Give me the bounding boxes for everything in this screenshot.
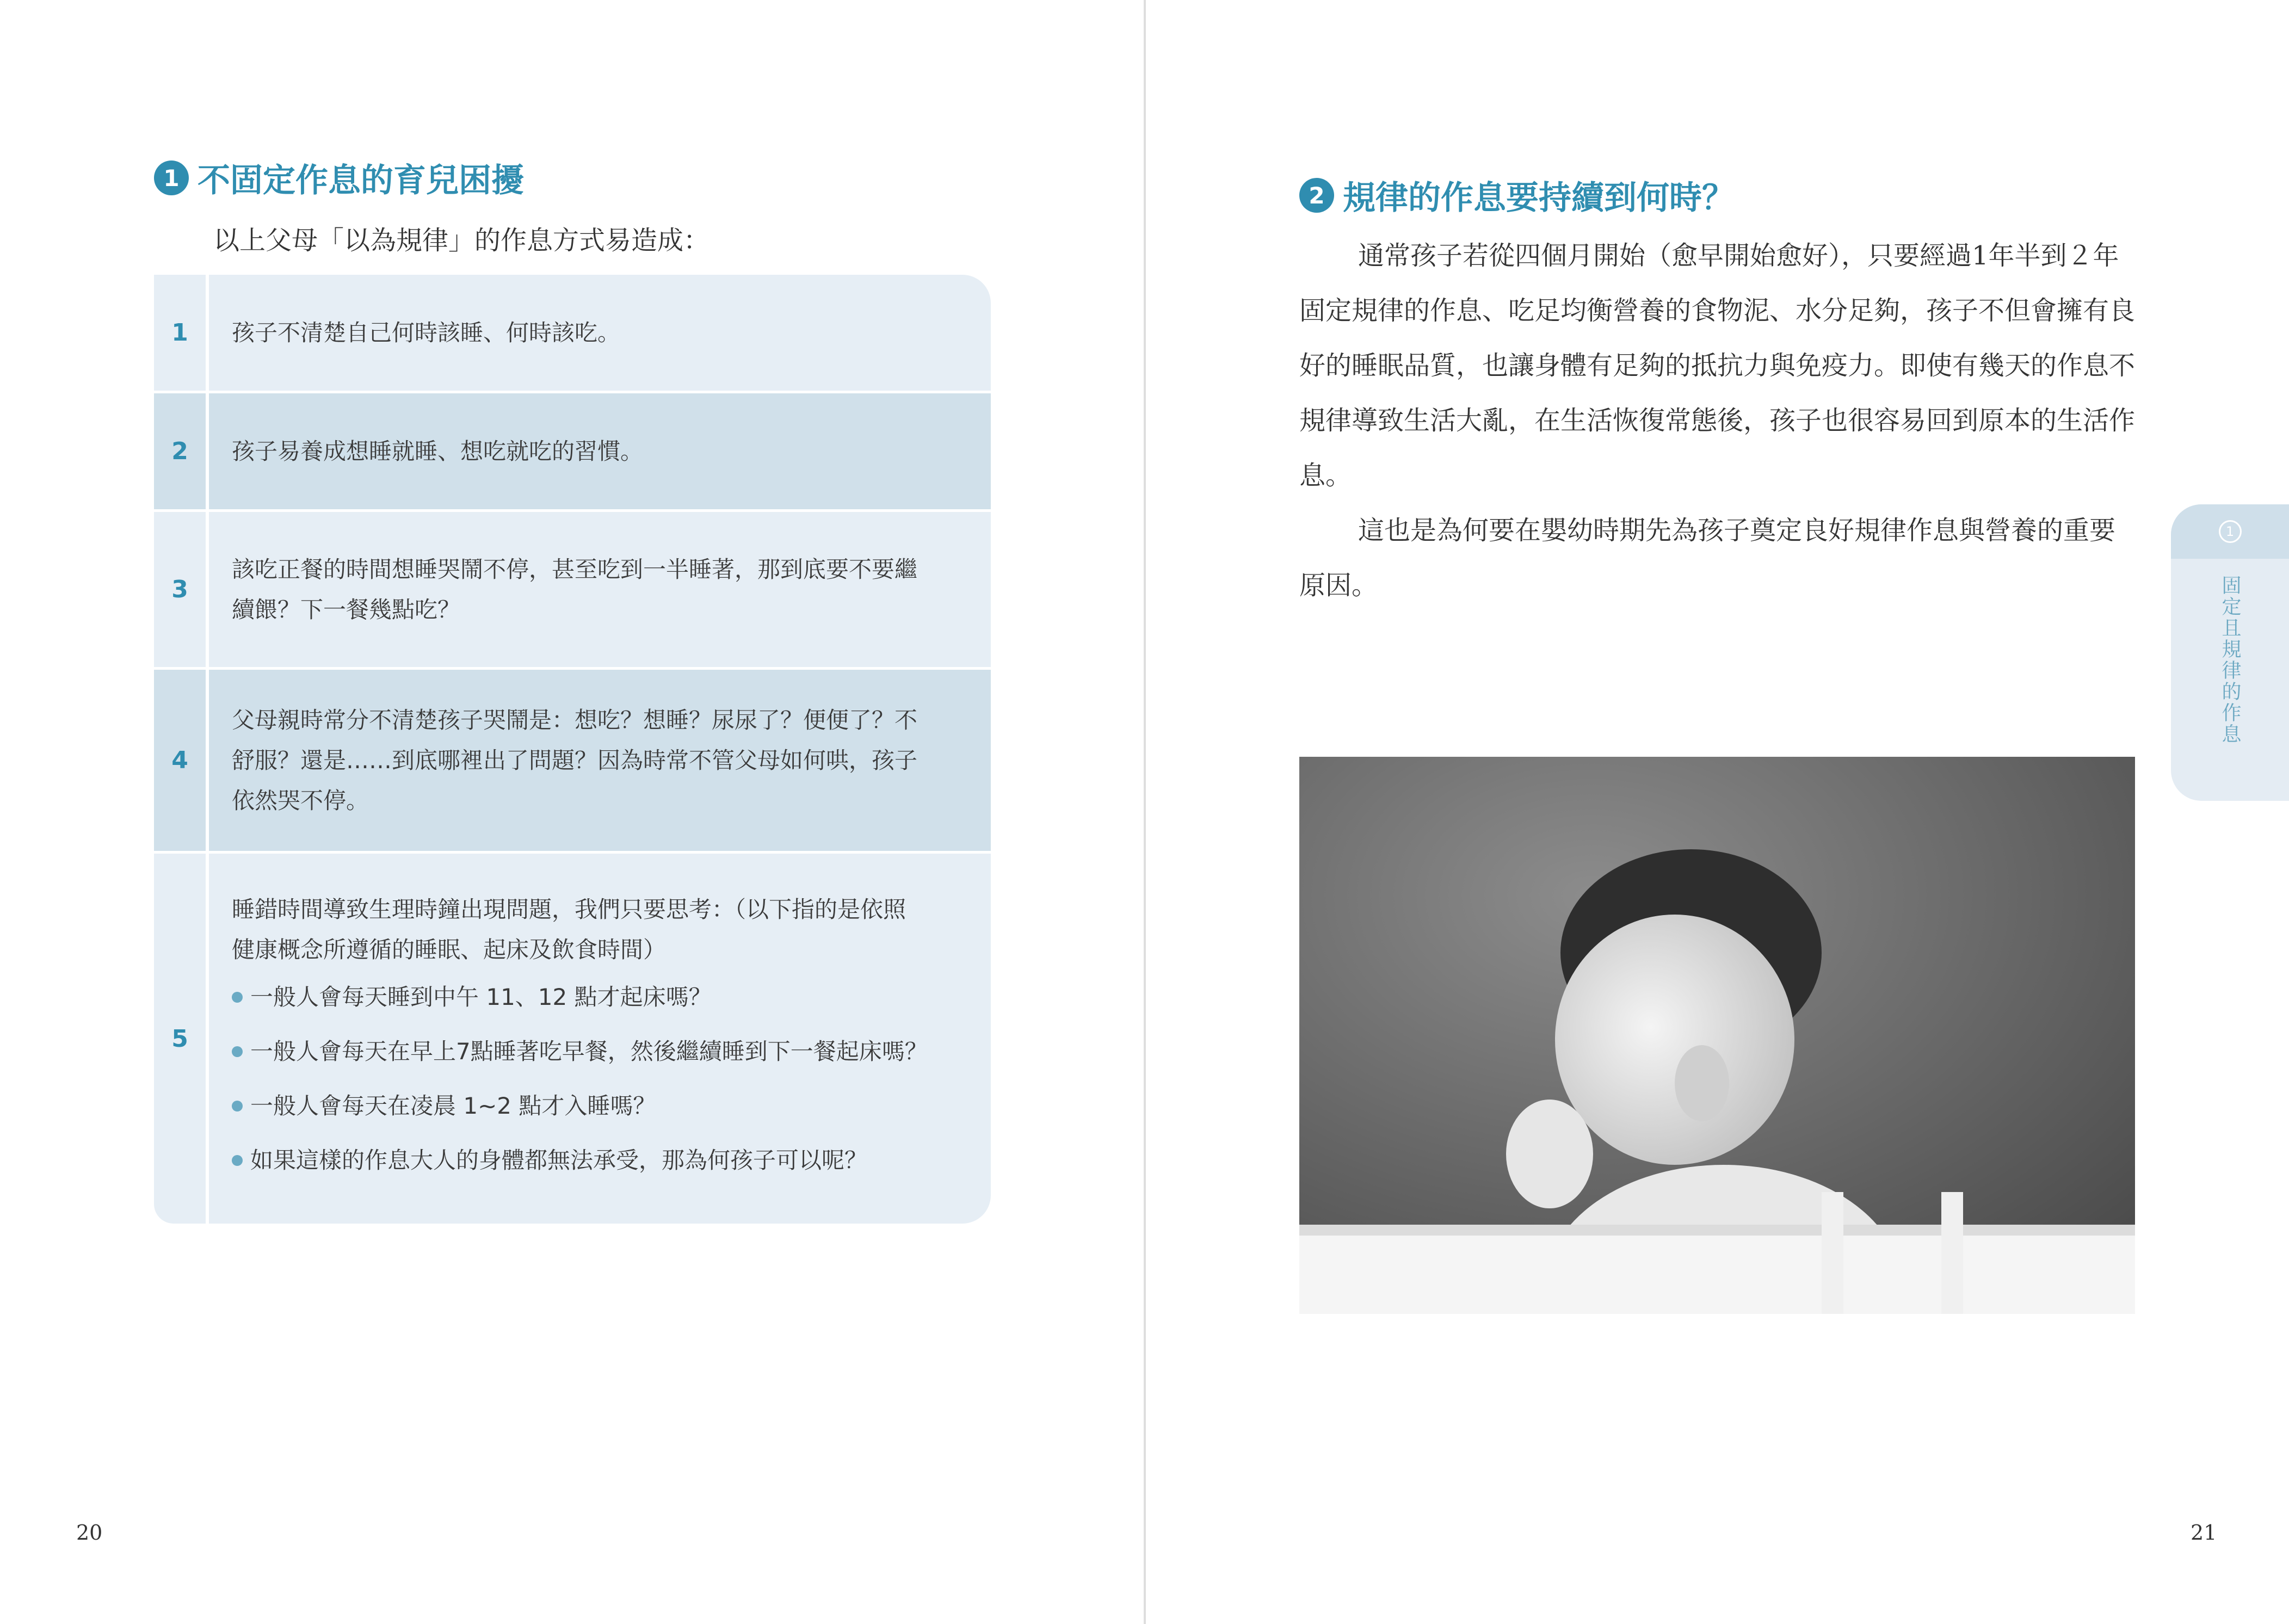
row-line: 舒服？還是……到底哪裡出了問題？因為時常不管父母如何哄，孩子 <box>232 746 918 774</box>
paragraph: 通常孩子若從四個月開始（愈早開始愈好），只要經過1年半到２年固定規律的作息、吃足均衡營養的食物泥、水分足夠，孩子不但會擁有良好的睡眠品質，也讓身體有足夠的抵抗力與免疫力。即使有幾天的作息不規律導致生活大亂，在生活恢復常態後，孩子也很容易回到原本的生活作息。 <box>1299 240 2136 491</box>
row-line: 孩子不清楚自己何時該睡、何時該吃。 <box>232 319 621 346</box>
baby-photo-illustration <box>1299 757 2135 1314</box>
table-row <box>154 391 991 509</box>
row-text <box>209 393 991 509</box>
row-line: 依然哭不停。 <box>232 787 369 814</box>
row-number: 1 <box>154 275 209 391</box>
bullet-item <box>232 1079 969 1133</box>
table-row <box>154 275 991 391</box>
section-number-badge: 1 <box>154 160 189 195</box>
side-tab-header <box>2171 504 2289 559</box>
row-number: 3 <box>154 512 209 667</box>
section-title: 規律的作息要持續到何時？ <box>1343 179 1735 217</box>
bullet-dot-icon <box>232 1155 243 1166</box>
bullet-dot-icon <box>232 992 243 1003</box>
bullet-item <box>232 1024 969 1079</box>
section-title: 不固定作息的育兒困擾 <box>198 162 524 200</box>
bullet-text: 如果這樣的作息大人的身體都無法承受，那為何孩子可以呢？ <box>250 1147 868 1174</box>
chapter-label: 固定且規律的作息 <box>2219 575 2241 745</box>
table-row <box>154 667 991 851</box>
bullet-item <box>232 1133 969 1188</box>
left-page <box>0 0 1144 1624</box>
bullet-dot-icon <box>232 1046 243 1057</box>
row-line: 孩子易養成想睡就睡、想吃就吃的習慣。 <box>232 437 644 465</box>
intro-text: 以上父母「以為規律」的作息方式易造成： <box>213 225 710 256</box>
row-number: 4 <box>154 670 209 851</box>
chapter-side-tab <box>2171 504 2289 801</box>
row-line: 睡錯時間導致生理時鐘出現問題，我們只要思考：（以下指的是依照 <box>232 896 906 923</box>
paragraph: 這也是為何要在嬰幼時期先為孩子奠定良好規律作息與營養的重要原因。 <box>1299 515 2116 601</box>
section-heading-1 <box>154 155 524 201</box>
section-number-badge: 2 <box>1299 178 1334 213</box>
bullet-text: 一般人會每天在早上7點睡著吃早餐，然後繼續睡到下一餐起床嗎？ <box>250 1038 928 1065</box>
problems-table <box>154 275 991 1224</box>
chapter-number-badge: 1 <box>2219 520 2242 543</box>
bullet-item <box>232 970 969 1024</box>
page-number-right: 21 <box>2191 1521 2217 1545</box>
row-text <box>209 275 991 391</box>
page-number-left: 20 <box>76 1521 103 1545</box>
row-line: 健康概念所遵循的睡眠、起床及飲食時間） <box>232 936 667 963</box>
row-text <box>209 512 991 667</box>
row-line: 續餵？下一餐幾點吃？ <box>232 596 461 623</box>
bullet-text: 一般人會每天在凌晨 1~2 點才入睡嗎？ <box>250 1092 656 1119</box>
row-number: 2 <box>154 393 209 509</box>
bullet-text: 一般人會每天睡到中午 11、12 點才起床嗎？ <box>250 984 712 1010</box>
row-number: 5 <box>154 854 209 1224</box>
table-row <box>154 509 991 667</box>
row-line: 父母親時常分不清楚孩子哭鬧是：想吃？想睡？尿尿了？便便了？不 <box>232 706 918 733</box>
table-row <box>154 851 991 1224</box>
bullet-dot-icon <box>232 1101 243 1112</box>
body-text <box>1299 229 2137 613</box>
row-text <box>209 854 991 1224</box>
row-text <box>209 670 991 851</box>
section-heading-2 <box>1299 172 1735 219</box>
baby-photo <box>1299 757 2135 1314</box>
row-line: 該吃正餐的時間想睡哭鬧不停，甚至吃到一半睡著，那到底要不要繼 <box>232 555 918 583</box>
